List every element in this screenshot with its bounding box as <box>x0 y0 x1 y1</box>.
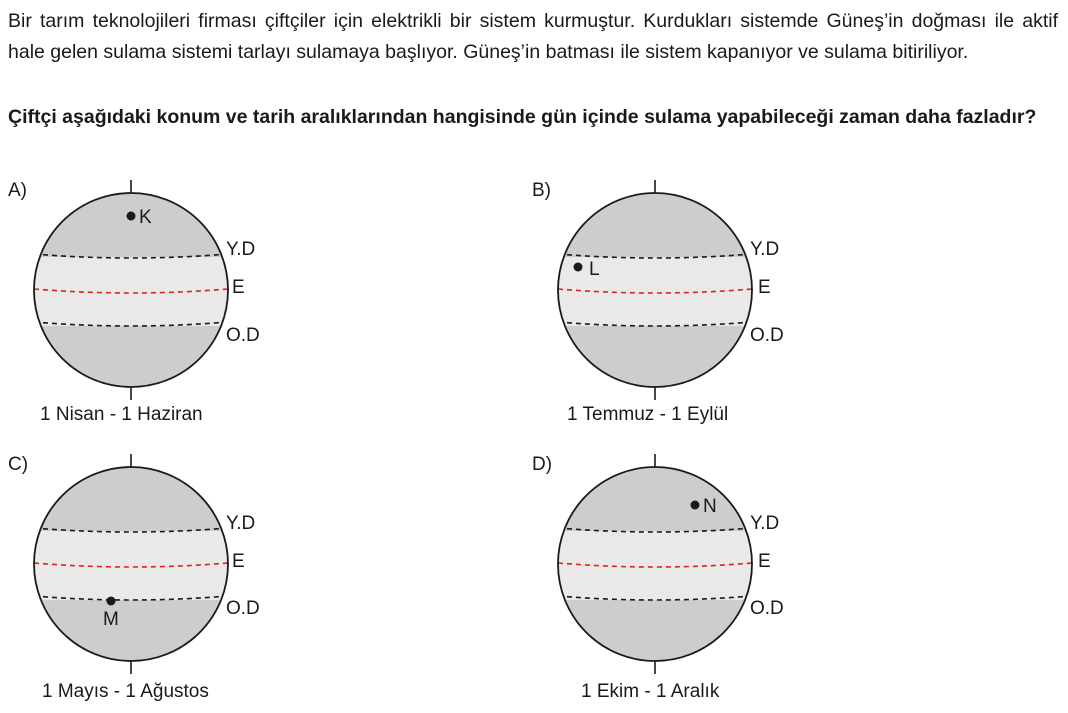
tropical-band <box>554 531 759 600</box>
label-tropic-south: O.D <box>750 325 784 346</box>
label-tropic-south: O.D <box>226 598 260 619</box>
option-c-dates: 1 Mayıs - 1 Ağustos <box>42 681 209 702</box>
option-b-dates: 1 Temmuz - 1 Eylül <box>567 404 729 425</box>
option-d-dates: 1 Ekim - 1 Aralık <box>581 681 720 702</box>
label-equator: E <box>758 277 771 298</box>
point-n-label: N <box>703 496 717 517</box>
point-m-dot <box>107 597 116 606</box>
point-l-label: L <box>589 259 600 280</box>
option-b-letter: B) <box>532 180 551 201</box>
label-tropic-south: O.D <box>226 325 260 346</box>
label-tropic-south: O.D <box>750 598 784 619</box>
option-a <box>8 180 260 425</box>
globe-c <box>30 464 235 669</box>
point-n-dot <box>691 501 700 510</box>
point-l-dot <box>574 263 583 272</box>
point-k-label: K <box>139 207 152 228</box>
option-c-letter: C) <box>8 454 29 475</box>
option-c <box>8 454 260 702</box>
tropical-band <box>554 257 759 326</box>
option-a-dates: 1 Nisan - 1 Haziran <box>40 404 203 425</box>
globe-b <box>554 190 759 395</box>
globe-a <box>30 190 235 395</box>
label-tropic-north: Y.D <box>226 513 256 534</box>
option-d-letter: D) <box>532 454 553 475</box>
label-equator: E <box>758 551 771 572</box>
point-k-dot <box>127 212 136 221</box>
label-tropic-north: Y.D <box>750 239 780 260</box>
option-a-letter: A) <box>8 180 27 201</box>
label-tropic-north: Y.D <box>226 239 256 260</box>
point-m-label: M <box>103 609 119 630</box>
tropical-band <box>30 257 235 326</box>
label-equator: E <box>232 277 245 298</box>
question-text: Çiftçi aşağıdaki konum ve tarih aralıklarından hangisinde gün içinde sulama yapabileceği zaman daha fazladır? <box>8 106 1037 128</box>
globe-d <box>554 464 759 669</box>
intro-paragraph: Bir tarım teknolojileri firması çiftçiler için elektrikli bir sistem kurmuştur. Kurdukları sistemde Güneş’in doğması ile aktif hale gelen sulama sistemi tarlayı sulamaya başlıyor. Güneş’in batması ile sistem kapanıyor ve sulama bitiriliyor. <box>8 10 1058 63</box>
label-tropic-north: Y.D <box>750 513 780 534</box>
option-d <box>532 454 784 702</box>
tropical-band <box>30 531 235 600</box>
option-b <box>532 180 784 425</box>
label-equator: E <box>232 551 245 572</box>
